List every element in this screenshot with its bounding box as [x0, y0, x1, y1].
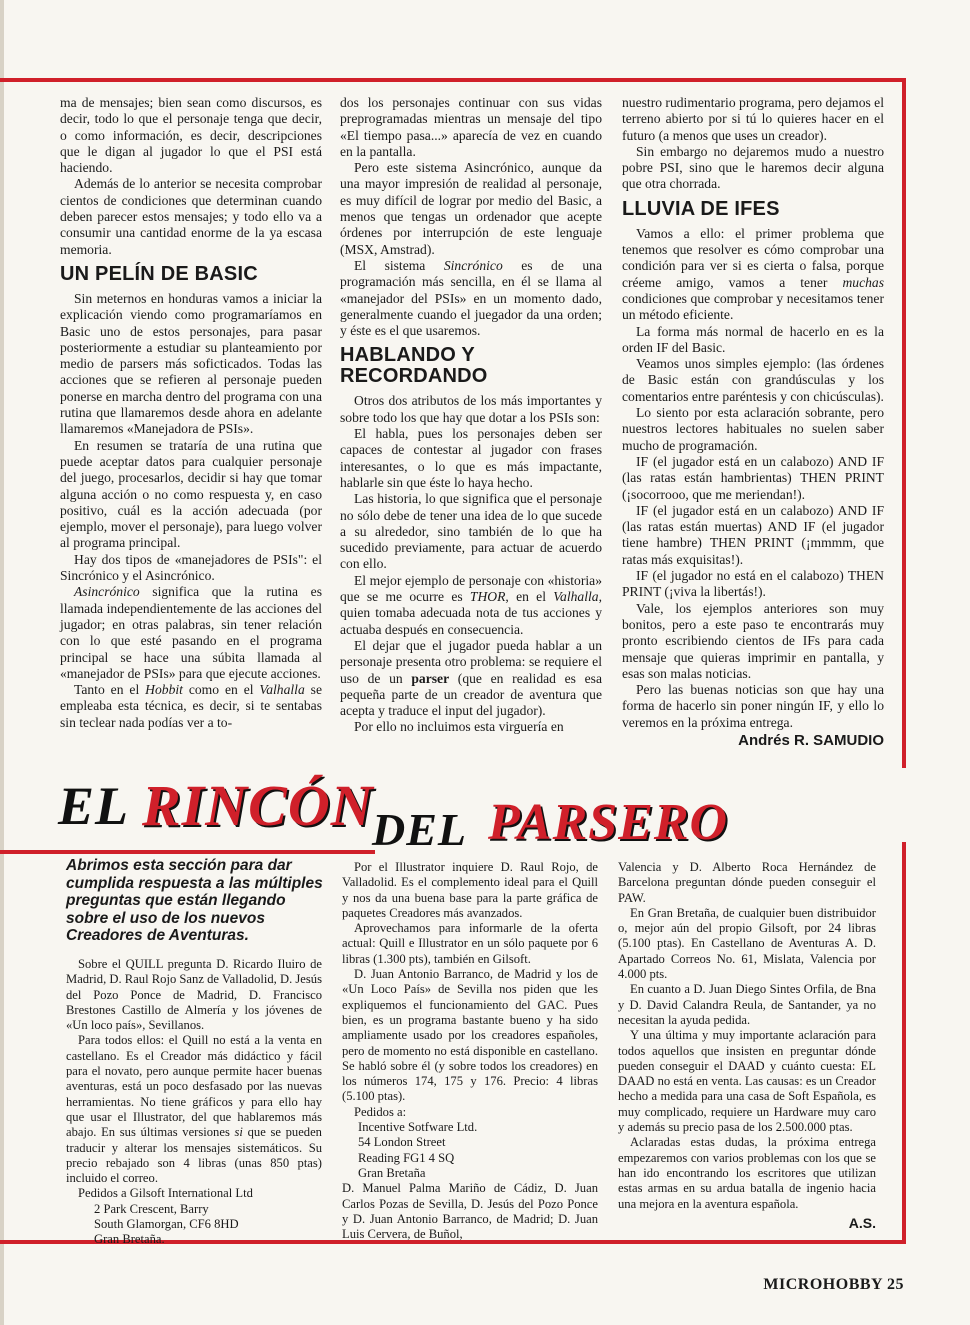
article-column-1	[60, 95, 322, 731]
right-red-rule-top	[902, 78, 906, 768]
address-line: Incentive Sotfware Ltd.	[358, 1120, 478, 1135]
paragraph: Sin meternos en honduras vamos a iniciar la explicación viendo como programaríamos en Basic uno de estos personajes, para pasar posteriormente a estudiar su planteamiento por medio de parsers más soficticados. Todas las acciones que se refieren al personaje pueden ponerse en marcha dentro del programa con una rutina que llamaremos desde ahora en adelante llamaremos «Manejadora de PSIs».	[60, 290, 322, 437]
paragraph	[66, 1033, 322, 1186]
banner-red-rule	[0, 850, 375, 854]
page-left-edge	[0, 0, 4, 1325]
paragraph	[60, 682, 322, 731]
paragraph: Pero este sistema Asincrónico, aunque da una mayor impresión de realidad al personaje, es muy difícil de lograr por medio del Basic, a menos que tengas un ordenador que acepte órdenes por interrupción de este lenguaje (MSX, Amstrad).	[340, 160, 602, 257]
article-column-3	[622, 95, 884, 749]
text-run: como en el	[182, 682, 260, 698]
paragraph: El habla, pues los personajes deben ser capaces de contestar al jugador con frases interesantes, o lo que es más impactante, hablarle sin que éste lo haya hecho.	[340, 426, 602, 490]
emphasis: Valhalla	[553, 589, 599, 605]
text-run: (que en realidad es esa pequeña parte de un creador de aventura que acepta y traduce el input del jugador).	[340, 670, 602, 719]
section-signature: A.S.	[848, 1214, 876, 1231]
qa-column-2	[342, 860, 598, 1242]
top-red-rule	[0, 78, 906, 82]
text-run: El dejar que el jugador pueda hablar a un personaje presenta otro problema: se requiere el uso de un	[340, 637, 602, 686]
text-run: , quien tomaba adecuada nota de tus acciones y actuaba después en consecuencia.	[340, 589, 602, 637]
emphasis: Asincrónico	[74, 584, 140, 600]
text-run: Vamos a ello: el primer problema que tenemos que resolver es cómo comprobar una condición para ver si es cierta o falsa, porque créeme amigo, vamos a tener	[622, 225, 884, 290]
paragraph: D. Manuel Palma Mariño de Cádiz, D. Juan Carlos Pozas de Sevilla, D. Jesús del Pozo Ponce y D. Juan Antonio Barranco, de Madrid; D. Juan Luis Cervera, de Buñol,	[342, 1181, 598, 1242]
paragraph: Por el Illustrator inquiere D. Raul Rojo, de Valladolid. Es el complemento ideal para el Quill y nos da una buena base para la parte gráfica de paquetes Creadores más avanzados.	[342, 860, 598, 920]
paragraph: Por ello no incluimos esta virguería en	[354, 719, 564, 735]
address-line: South Glamorgan, CF6 8HD	[94, 1217, 239, 1232]
address-line: 2 Park Crescent, Barry	[94, 1201, 209, 1216]
paragraph: Aprovechamos para informarle de la oferta actual: Quill e Illustrator en un sólo paquete por 6 libras (1.300 pts), también en Gilsoft.	[342, 921, 598, 966]
text-run: condiciones que comprobar y necesitamos tener un método eficiente.	[622, 290, 884, 323]
emphasis: Hobbit	[145, 682, 183, 698]
banner-word-parsero: PARSERO	[488, 794, 729, 851]
emphasis: Sincrónico	[443, 257, 503, 273]
text-run: , en el	[505, 589, 554, 605]
paragraph: Aclaradas estas dudas, la próxima entrega empezaremos con varios problemas con los que se han ido encontrando los escritores que utilizan estas armas en su ardua batalla de ingenio hacia una mejora en la aventura española.	[618, 1135, 876, 1211]
paragraph: Hay dos tipos de «manejadores de PSIs": el Sincrónico y el Asincrónico.	[60, 551, 322, 584]
qa-column-1	[66, 957, 322, 1248]
paragraph: Pero las buenas noticias son que hay una forma de hacerlo sin poner ningún IF, y ello lo veremos en la próxima entrega.	[622, 682, 884, 730]
emphasis: si	[234, 1125, 243, 1140]
text-run: significa que la rutina es llamada independientemente de las acciones del jugador; en otras palabras, sin tener relación con lo que esté pasando en el programa principal se hace una súbita llamada al «manejador de PSIs» para que ejecute acciones.	[60, 584, 322, 681]
address-line: 54 London Street	[358, 1135, 446, 1150]
paragraph: Otros dos atributos de los más importantes y sobre todo los que hay que dotar a los PSIs son:	[340, 393, 602, 425]
paragraph: dos los personajes continuar con sus vidas preprogramadas mientras un mensaje del tipo «El tiempo pasa...» aparecía de vez en cuando en la pantalla.	[340, 95, 602, 159]
paragraph: Las historia, lo que significa que el personaje no sólo debe de tener una idea de lo que sucede a su alrededor, sino también de lo que ha sucedido previamente, para actuar de acuerdo con ello.	[340, 491, 602, 572]
paragraph: IF (el jugador no está en el calabozo) THEN PRINT (¡viva la libertás!).	[622, 568, 884, 600]
article-column-2	[340, 95, 602, 736]
banner-word-el: EL	[58, 776, 130, 836]
paragraph	[340, 573, 602, 638]
paragraph	[622, 226, 884, 324]
qa-column-3	[618, 860, 876, 1231]
paragraph: Sin embargo no dejaremos mudo a nuestro pobre PSI, sino que le haremos decir alguna que otra chorrada.	[622, 143, 884, 192]
paragraph	[340, 638, 602, 719]
banner-word-rincon: RINCÓN	[142, 773, 374, 838]
paragraph: IF (el jugador está en un calabozo) AND IF (las ratas están muertas) AND IF (el jugador tiene hambre) THEN PRINT (¡mmmm, que ratas más exquisitas!).	[622, 502, 884, 567]
paragraph: IF (el jugador está en un calabozo) AND IF (las ratas están hambrientas) THEN PRINT (¡socorrooo, que me meriendan!).	[622, 453, 884, 502]
paragraph: La forma más normal de hacerlo en es la orden IF del Basic.	[622, 323, 884, 355]
magazine-name: MICROHOBBY	[763, 1276, 883, 1293]
text-run: El mejor ejemplo de personaje con «historia» que se me ocurre es	[340, 572, 602, 605]
paragraph: En resumen se trataría de una rutina que puede aceptar datos para cualquier personaje del juego, procesarlos, decidir si hay que tomar alguna acción o no como respuesta y, en caso positivo, cuál es la acción adecuada (por ejemplo, mover el personaje), para luego volver al programa principal.	[60, 437, 322, 551]
paragraph: Sobre el QUILL pregunta D. Ricardo Iluiro de Madrid, D. Raul Rojo Sanz de Valladolid, D. Jesús del Pozo Ponce de Madrid, D. Francisco Brestones Castillo de Almería y los jóvenes de «Un loco país», Sevillanos.	[66, 957, 322, 1033]
paragraph: Lo siento por esta aclaración sobrante, pero nuestros lectores habituales no suelen saber mucho de programación.	[622, 405, 884, 453]
text-run: Tanto en el	[74, 682, 146, 698]
page-number: 25	[887, 1276, 904, 1293]
text-run: se empleaba esta técnica, es decir, si te sentabas sin teclear nada podías ver a to-	[60, 682, 322, 730]
paragraph: Pedidos a:	[354, 1104, 407, 1119]
emphasis: muchas	[842, 274, 884, 290]
text-run: que se pueden traducir y alterar los mensajes sistemáticos. Su precio rebajado son 4 libras (unas 850 ptas) incluido el correo.	[66, 1125, 322, 1186]
banner-word-del: DEL	[372, 804, 467, 855]
section-heading: HABLANDO Y RECORDANDO	[340, 344, 488, 388]
paragraph: Y una última y muy importante aclaración para todos aquellos que insisten en preguntar dónde pueden conseguir el DAAD y cuánto cuesta: EL DAAD no está en venta. Las causas: es un Creador hecho a medida para una casa de Soft Española, es muy complicado, requiere un Hardware muy caro y además su precio pasa de los 2.500.000 ptas.	[618, 1028, 876, 1135]
address-line: Reading FG1 4 SQ	[358, 1150, 455, 1165]
section-heading: LLUVIA DE IFES	[622, 197, 780, 220]
emphasis: Valhalla	[259, 682, 305, 698]
page-footer	[763, 1276, 904, 1294]
section-intro: Abrimos esta sección para dar cumplida respuesta a las múltiples preguntas que están llegando sobre el uso de los nuevos Creadores de Aventuras.	[66, 857, 323, 944]
paragraph: Vale, los ejemplos anteriores son muy bonitos, pero a este paso te encontrarás muy pronto escribiendo cientos de IFs para cada mensaje que quieras imprimir en pantalla, y esas son malas noticias.	[622, 600, 884, 681]
right-red-rule-bottom	[902, 842, 906, 1242]
author-signature: Andrés R. SAMUDIO	[738, 731, 884, 749]
paragraph: Veamos unos simples ejemplo: (las órdenes de Basic están con grandúsculas y los comentarios entre paréntesis y con chicúsculas).	[622, 356, 884, 404]
paragraph: En Gran Bretaña, de cualquier buen distribuidor o, mejor aún del propio Gilsoft, por 24 libras (5.100 ptas). En Castellano de Aventuras A. D. Apartado Correos No. 61, Mislata, Valencia por 4.000 pts.	[618, 905, 876, 982]
text-run: El sistema	[354, 257, 444, 273]
emphasis: THOR	[469, 589, 506, 605]
text-run: Para todos ellos: el Quill no está a la venta en castellano. Es el Creador más didáctico y fácil para el novato, pero aunque permite hacer buenas aventuras, está un poco desfasado por las nuevas herramientas. No tiene gráficos y para ello hay que usar el Illustrator, del que hablaremos más abajo. En sus últimas versiones	[66, 1033, 322, 1140]
address-line: Gran Bretaña	[358, 1165, 426, 1180]
paragraph	[340, 258, 602, 339]
paragraph: D. Juan Antonio Barranco, de Madrid y los de «Un Loco País» de Sevilla nos piden que les expliquemos el funcionamiento del GAC. Pues bien, es un programa bastante bueno y ha sido ampliamente usado por los creadores españoles, pero de momento no está disponible en castellano. Se habló sobre él (y sobre todos los creadores) en los números 174, 175 y 176. Precio: 4 libras (5.100 ptas).	[342, 967, 598, 1104]
paragraph: Además de lo anterior se necesita comprobar cientos de condiciones que determinan cuando deben parecer estos mensajes; y todo ello va a consumir una cantidad enorme de la ya escasa memoria.	[60, 176, 322, 257]
section-heading: UN PELÍN DE BASIC	[60, 262, 258, 285]
paragraph	[60, 584, 322, 682]
address-line: Gran Bretaña.	[94, 1232, 165, 1247]
paragraph: En cuanto a D. Juan Diego Sintes Orfila, de Bna y D. David Calandra Reula, de Santander, ya no necesitan la ayuda pedida.	[618, 982, 876, 1027]
paragraph: nuestro rudimentario programa, pero dejamos el terreno abierto por si tú lo quieres hacer en el futuro (a menos que uses un creador).	[622, 95, 884, 143]
text-run: es de una programación más sencilla, en él se llama al «manejador del PSIs» en un momento dado, generalmente cuando el juegador da una orden; y éste es el que usaremos.	[340, 257, 602, 339]
paragraph: Pedidos a Gilsoft International Ltd	[78, 1186, 253, 1201]
paragraph: ma de mensajes; bien sean como discursos, es decir, todo lo que el personaje tenga que decir, o como información, es decir, descripciones que le digan al jugador lo que el PSI está haciendo.	[60, 95, 322, 176]
bold-term: parser	[411, 670, 450, 686]
paragraph: Valencia y D. Alberto Roca Hernández de Barcelona preguntan dónde pueden conseguir el PAW.	[618, 860, 876, 905]
